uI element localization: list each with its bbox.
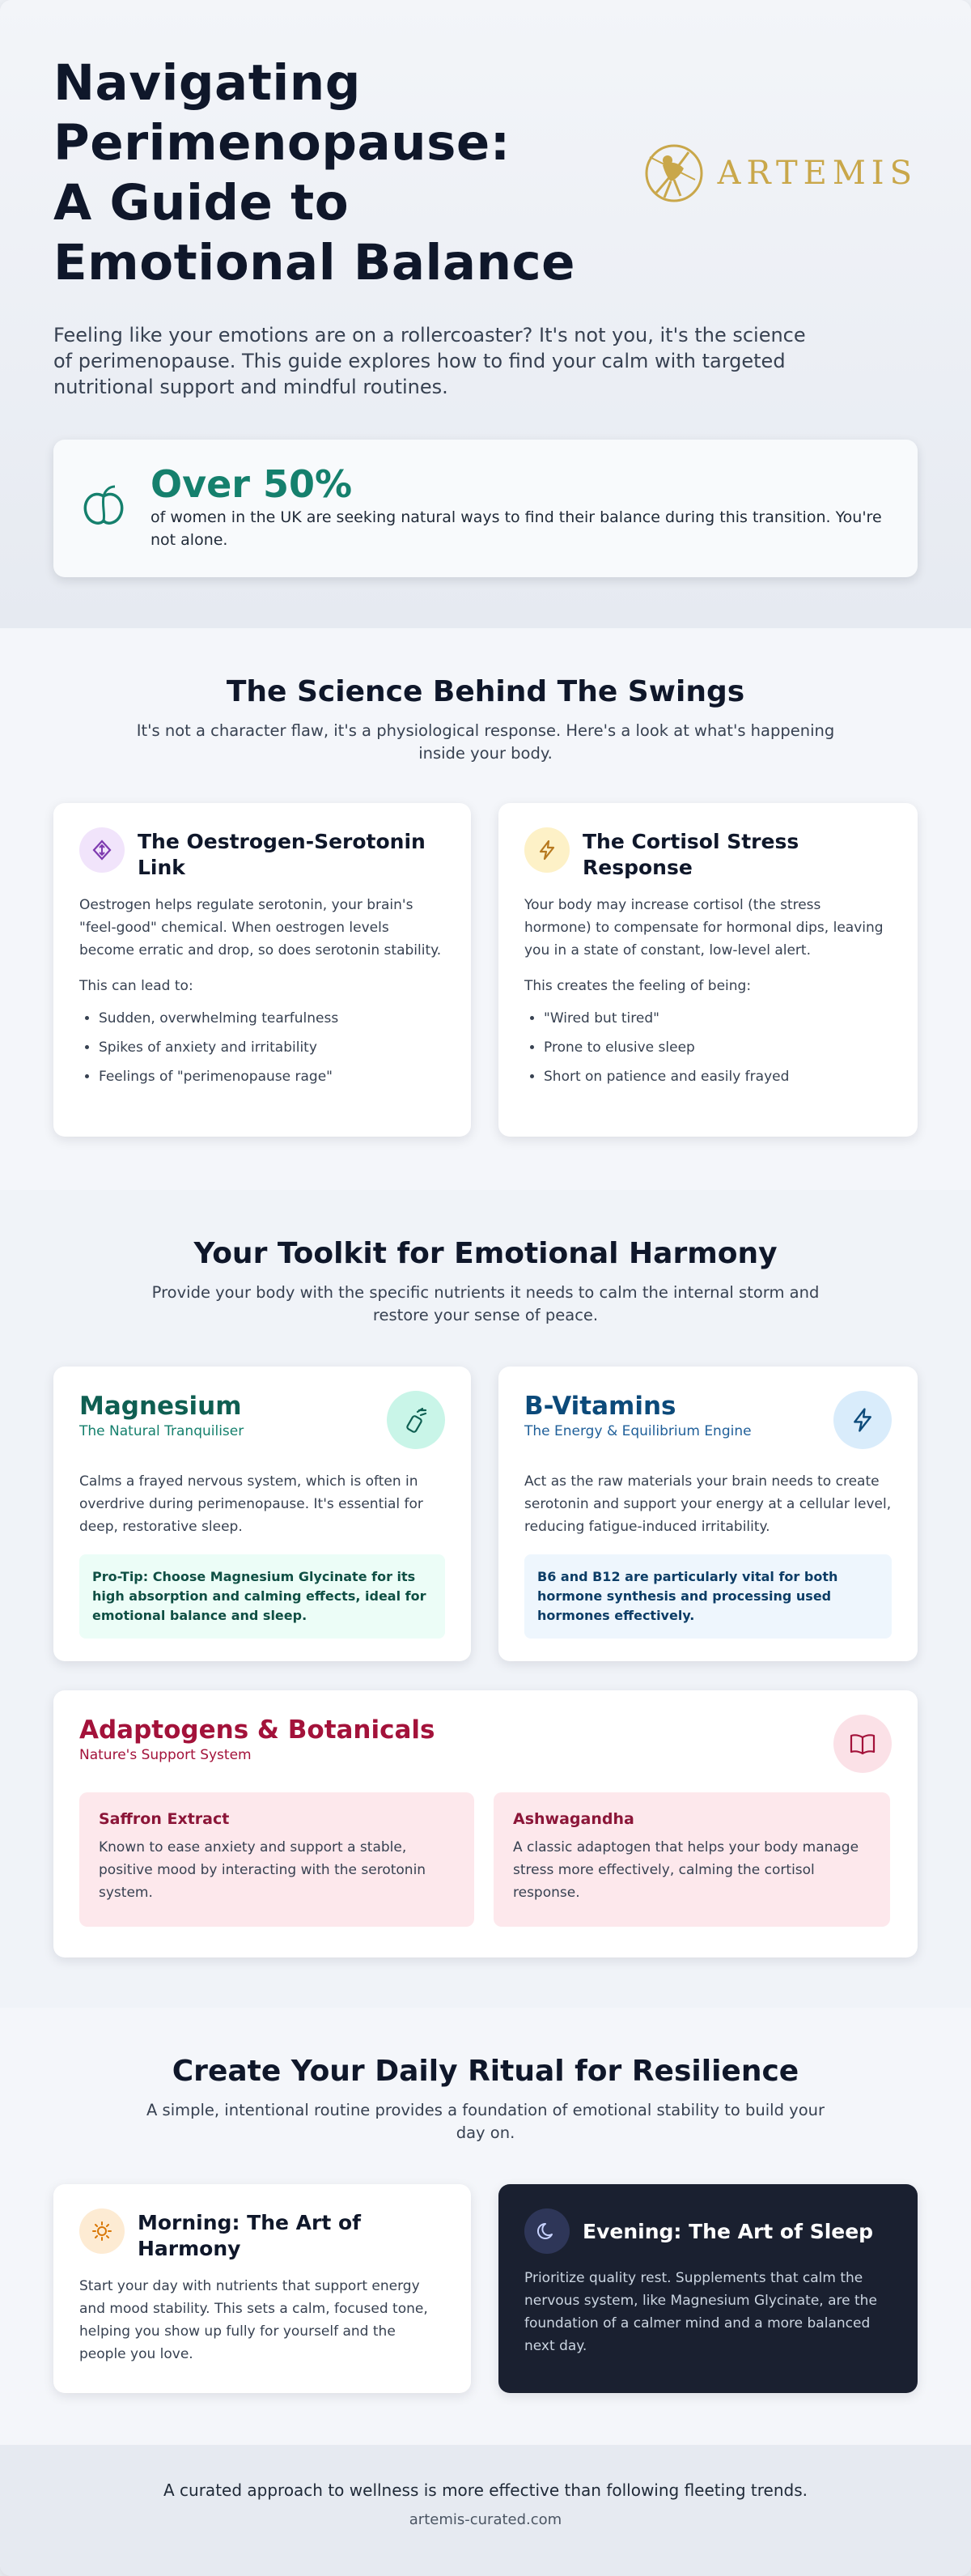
card-header <box>79 1715 892 1773</box>
lightning-icon <box>849 1406 876 1434</box>
nutrient-card-adaptogens <box>53 1690 918 1958</box>
nutrient-card-b-vitamins <box>498 1367 918 1661</box>
card-body: Oestrogen helps regulate serotonin, your brain's "feel-good" chemical. When oestrogen levels become erratic and drop, so does serotonin stability. <box>79 897 442 959</box>
nutrient-name: Magnesium <box>79 1392 242 1421</box>
ritual-card-evening <box>498 2184 918 2393</box>
diamond-arrows-icon <box>91 839 113 861</box>
symptom-list <box>79 1004 445 1091</box>
card-title: Morning: The Art of Harmony <box>138 2211 362 2260</box>
brand-logo <box>638 141 918 206</box>
stat-card <box>53 440 918 577</box>
card-header <box>524 1391 892 1449</box>
icon-badge <box>524 2208 570 2254</box>
science-card-cortisol <box>498 803 918 1137</box>
card-title: The Cortisol Stress Response <box>583 830 799 879</box>
nutrient-subtitle: The Natural Tranquiliser <box>79 1423 244 1439</box>
section-title: The Science Behind The Swings <box>226 675 745 708</box>
page-title <box>53 53 620 293</box>
botanical-name: Ashwagandha <box>513 1810 634 1828</box>
icon-badge <box>833 1391 892 1449</box>
footer-link[interactable]: artemis-curated.com <box>409 2511 562 2528</box>
science-card-oestrogen <box>53 803 471 1137</box>
botanical-name: Saffron Extract <box>99 1810 230 1828</box>
title-line: A Guide to <box>53 174 350 232</box>
logo-text: ARTEMIS <box>717 155 918 192</box>
title-line: Navigating <box>53 54 361 112</box>
hero-section <box>0 0 971 628</box>
section-title: Your Toolkit for Emotional Harmony <box>193 1237 778 1270</box>
toolkit-section <box>0 1190 971 2008</box>
nutrient-name: Adaptogens & Botanicals <box>79 1715 435 1745</box>
list-item: • Prone to elusive sleep <box>544 1033 892 1062</box>
card-body: Start your day with nutrients that support energy and mood stability. This sets a calm, focused tone, helping you show up fully for yourself and the people you love. <box>79 2278 428 2362</box>
ritual-section <box>0 2008 971 2445</box>
list-item: • Short on patience and easily frayed <box>544 1062 892 1091</box>
open-book-icon <box>848 1729 877 1758</box>
pro-tip: Pro-Tip: Choose Magnesium Glycinate for its high absorption and calming effects, ideal for emotional balance and sleep. <box>79 1554 445 1639</box>
card-header <box>79 2208 445 2262</box>
card-body: Prioritize quality rest. Supplements that calm the nervous system, like Magnesium Glycinate, are the foundation of a calmer mind and a more balanced next day. <box>524 2270 877 2354</box>
icon-badge <box>524 827 570 873</box>
pro-tip: B6 and B12 are particularly vital for both hormone synthesis and processing used hormones effectively. <box>524 1554 892 1639</box>
icon-badge <box>387 1391 445 1449</box>
symptom-list <box>524 1004 892 1091</box>
nutrient-subtitle: The Energy & Equilibrium Engine <box>524 1423 752 1439</box>
list-item: • "Wired but tired" <box>544 1004 892 1033</box>
footer-text: A curated approach to wellness is more effective than following fleeting trends. <box>163 2480 808 2500</box>
section-subtitle: A simple, intentional routine provides a foundation of emotional stability to build your day on. <box>146 2101 825 2142</box>
lightning-icon <box>536 839 558 861</box>
card-body: Calms a frayed nervous system, which is often in overdrive during perimenopause. It's essential for deep, restorative sleep. <box>79 1473 423 1535</box>
science-section <box>0 628 971 1190</box>
list-item: • Sudden, overwhelming tearfulness <box>99 1004 445 1033</box>
card-header <box>79 827 445 881</box>
icon-badge <box>79 827 125 873</box>
section-title: Create Your Daily Ritual for Resilience <box>172 2055 799 2088</box>
list-item: • Feelings of "perimenopause rage" <box>99 1062 445 1091</box>
icon-badge <box>833 1715 892 1773</box>
nutrient-subtitle: Nature's Support System <box>79 1747 252 1763</box>
archer-icon <box>638 141 711 206</box>
card-header <box>524 2208 892 2254</box>
moon-icon <box>536 2220 558 2242</box>
hero-intro: Feeling like your emotions are on a rollercoaster? It's not you, it's the science of perimenopause. This guide explores how to find your calm with targeted nutritional support and mindful routines. <box>53 324 806 398</box>
stat-value: Over 50% <box>151 462 353 506</box>
pill-bottle-icon <box>401 1405 430 1435</box>
card-lead: This creates the feeling of being: <box>524 978 752 994</box>
nutrient-card-magnesium <box>53 1367 471 1661</box>
botanical-text: Known to ease anxiety and support a stable, positive mood by interacting with the serotonin system. <box>99 1839 426 1901</box>
card-header <box>79 1391 445 1449</box>
section-subtitle: It's not a character flaw, it's a physiological response. Here's a look at what's happening inside your body. <box>136 721 835 763</box>
card-lead: This can lead to: <box>79 978 193 994</box>
botanical-text: A classic adaptogen that helps your body manage stress more effectively, calming the cortisol response. <box>513 1839 859 1901</box>
card-body: Act as the raw materials your brain needs to create serotonin and support your energy at a cellular level, reducing fatigue-induced irritability. <box>524 1473 892 1535</box>
title-line: Perimenopause: <box>53 114 511 172</box>
list-item: • Spikes of anxiety and irritability <box>99 1033 445 1062</box>
ritual-card-morning <box>53 2184 471 2393</box>
sun-icon <box>91 2220 113 2242</box>
card-title: Evening: The Art of Sleep <box>583 2220 874 2243</box>
botanical-ashwagandha <box>494 1792 890 1927</box>
card-header <box>524 827 892 881</box>
footer <box>0 2445 971 2576</box>
card-body: Your body may increase cortisol (the stress hormone) to compensate for hormonal dips, leaving you in a state of constant, low-level alert. <box>524 897 884 959</box>
stat-text: of women in the UK are seeking natural ways to find their balance during this transition. You're not alone. <box>151 508 882 549</box>
stat-content <box>151 462 885 577</box>
botanical-saffron <box>79 1792 474 1927</box>
title-line: Emotional Balance <box>53 234 576 291</box>
card-title: The Oestrogen-Serotonin Link <box>138 830 426 879</box>
nutrient-name: B-Vitamins <box>524 1392 676 1421</box>
icon-badge <box>79 2208 125 2254</box>
peach-icon <box>78 482 129 533</box>
section-subtitle: Provide your body with the specific nutrients it needs to calm the internal storm and restore your sense of peace. <box>151 1283 820 1324</box>
